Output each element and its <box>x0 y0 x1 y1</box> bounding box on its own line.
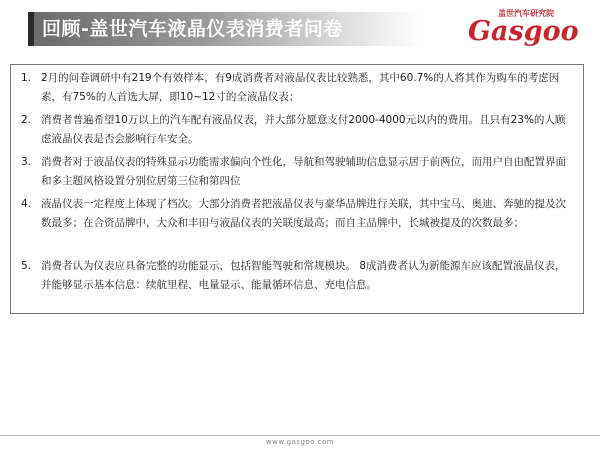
logo-subtitle: 盖世汽车研究院 <box>498 9 554 18</box>
footer-url: www.gasgoo.com <box>265 438 335 446</box>
gasgoo-logo <box>468 8 592 48</box>
item-number: 5. <box>21 260 32 272</box>
item-text: 消费者对于液晶仪表的特殊显示功能需求偏向个性化，导航和驾驶辅助信息显示居于前两位，而用户自由配置界面和多主题风格设置分别位居第三位和第四位 <box>41 156 566 187</box>
page-title: 回顾-盖世汽车液晶仪表消费者问卷 <box>42 18 343 40</box>
item-number: 4. <box>21 198 32 210</box>
slide-header <box>0 0 600 52</box>
footer-divider <box>0 435 600 436</box>
item-text: 液晶仪表一定程度上体现了档次。大部分消费者把液晶仪表与豪华品牌进行关联，其中宝马、奥迪、奔驰的提及次数最多；在合资品牌中，大众和丰田与液晶仪表的关联度最高；而自主品牌中，长城被提及的次数最多； <box>41 198 566 229</box>
title-bar <box>28 12 420 46</box>
logo-wordmark: Gasgoo <box>468 16 579 47</box>
item-text: 消费者普遍希望10万以上的汽车配有液晶仪表，并大部分愿意支付2000-4000元以内的费用。且只有23%的人顾虑液晶仪表是否会影响行车安全。 <box>41 114 566 145</box>
item-text: 2月的问卷调研中有219个有效样本，有9成消费者对液晶仪表比较熟悉，其中60.7%的人将其作为购车的考虑因素，有75%的人首选大屏，即10~12寸的全液晶仪表； <box>41 72 560 103</box>
item-text: 消费者认为仪表应具备完整的功能显示，包括智能驾驶和常规模块。 8成消费者认为新能源车应该配置液晶仪表，并能够显示基本信息：续航里程、电量显示、能量循环信息、充电信息。 <box>41 260 566 291</box>
title-accent <box>28 12 34 46</box>
item-number: 1. <box>21 72 32 84</box>
item-number: 3. <box>21 156 32 168</box>
item-number: 2. <box>21 114 32 126</box>
summary-box <box>10 64 584 314</box>
